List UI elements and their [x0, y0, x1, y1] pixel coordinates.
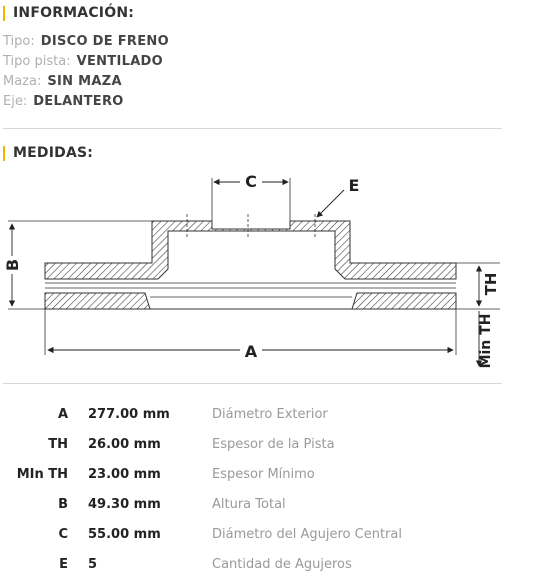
info-value: DELANTERO [33, 94, 124, 109]
dim-min-th-label: Min TH [478, 313, 494, 369]
info-row-maza [3, 74, 122, 90]
info-value: VENTILADO [76, 54, 163, 69]
info-row-eje [3, 94, 124, 110]
measure-row [0, 465, 534, 485]
info-row-tipo-pista [3, 54, 163, 70]
measure-description: Espesor Mínimo [212, 467, 315, 482]
measure-row [0, 495, 534, 515]
measure-description: Altura Total [212, 497, 286, 512]
measure-value: 23.00 mm [88, 467, 161, 482]
measure-value: 49.30 mm [88, 497, 161, 512]
measure-row [0, 435, 534, 455]
dim-c-label: C [245, 172, 257, 191]
measure-key: MIn TH [16, 467, 68, 482]
divider [3, 383, 502, 384]
measure-description: Diámetro Exterior [212, 407, 328, 422]
info-label: Eje: [3, 94, 28, 109]
dim-a-label: A [244, 342, 258, 361]
measure-row [0, 525, 534, 545]
measure-key: A [57, 407, 68, 422]
measure-value: 55.00 mm [88, 527, 161, 542]
measure-key: E [59, 557, 68, 572]
measure-value: 5 [88, 557, 98, 572]
info-title: INFORMACIÓN: [3, 6, 134, 21]
disc-hat-profile [45, 221, 456, 279]
measure-value: 26.00 mm [88, 437, 161, 452]
info-label: Maza: [3, 74, 42, 89]
measure-description: Cantidad de Agujeros [212, 557, 352, 572]
dim-e-label: E [348, 176, 360, 195]
measure-key: C [58, 527, 68, 542]
divider [3, 128, 502, 129]
measures-title: MEDIDAS: [3, 146, 93, 161]
measure-key: B [58, 497, 68, 512]
info-label: Tipo: [3, 34, 35, 49]
info-row-tipo [3, 34, 169, 50]
measure-key: TH [48, 437, 68, 452]
dim-th-label: TH [482, 272, 500, 296]
brake-disc-diagram [0, 168, 534, 380]
info-value: SIN MAZA [47, 74, 122, 89]
disc-friction-ring [45, 293, 456, 309]
measure-row [0, 405, 534, 425]
dim-b-label: B [3, 258, 22, 272]
measure-row [0, 555, 534, 575]
info-value: DISCO DE FRENO [40, 34, 169, 49]
measure-value: 277.00 mm [88, 407, 170, 422]
measure-description: Espesor de la Pista [212, 437, 335, 452]
measure-description: Diámetro del Agujero Central [212, 527, 402, 542]
info-label: Tipo pista: [3, 54, 71, 69]
